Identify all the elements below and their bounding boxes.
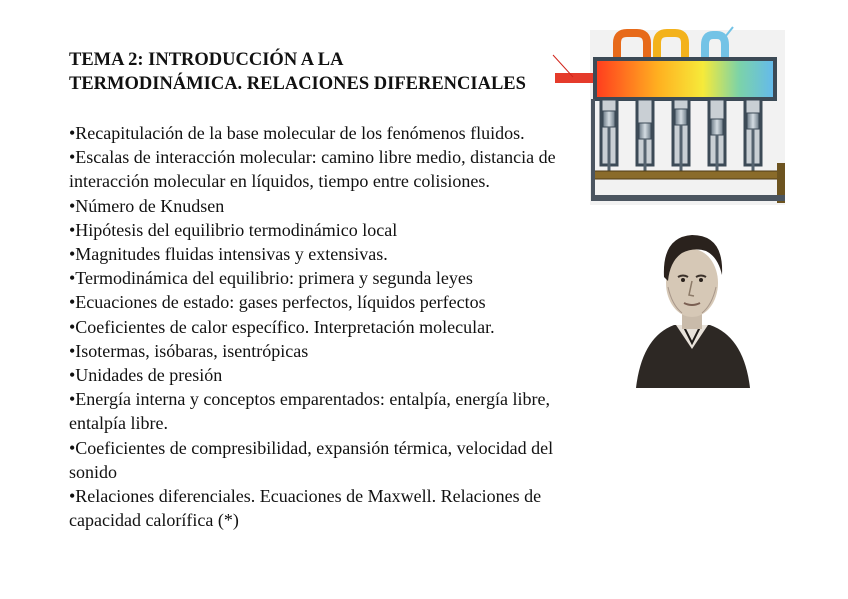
bullet-item: •Magnitudes fluidas intensivas y extensivas. — [69, 244, 388, 265]
bullet-item: •Número de Knudsen — [69, 195, 225, 216]
bullet-item: •Unidades de presión — [69, 365, 223, 386]
slide-title-line-1: TEMA 2: INTRODUCCIÓN A LA — [69, 50, 344, 70]
bullet-item: •Ecuaciones de estado: gases perfectos, líquidos perfectos — [69, 292, 486, 313]
engraved-portrait — [632, 217, 752, 388]
bullet-item: •Recapitulación de la base molecular de los fenómenos fluidos. — [69, 123, 525, 143]
engine-illustration — [545, 25, 785, 205]
slide-title-line-2: TERMODINÁMICA. RELACIONES DIFERENCIALES — [69, 74, 526, 94]
bullet-item: •Energía interna y conceptos emparentados: entalpía, energía libre, entalpía libre. — [69, 389, 550, 434]
bullet-item: •Termodinámica del equilibrio: primera y segunda leyes — [69, 268, 473, 289]
bullet-item: •Coeficientes de calor específico. Interpretación molecular. — [69, 316, 495, 337]
bullet-item: •Escalas de interacción molecular: camino libre medio, distancia de interacción molecular en líquidos, tiempo entre colisiones. — [69, 147, 556, 192]
bullet-item: •Relaciones diferenciales. Ecuaciones de Maxwell. Relaciones de capacidad calorífica (*) — [69, 486, 542, 531]
bullet-item: •Coeficientes de compresibilidad, expansión térmica, velocidad del sonido — [69, 437, 554, 482]
bullet-item: •Hipótesis del equilibrio termodinámico local — [69, 219, 398, 240]
bullet-list — [69, 121, 589, 532]
bullet-item: •Isotermas, isóbaras, isentrópicas — [69, 340, 309, 361]
slide-title — [69, 48, 589, 96]
